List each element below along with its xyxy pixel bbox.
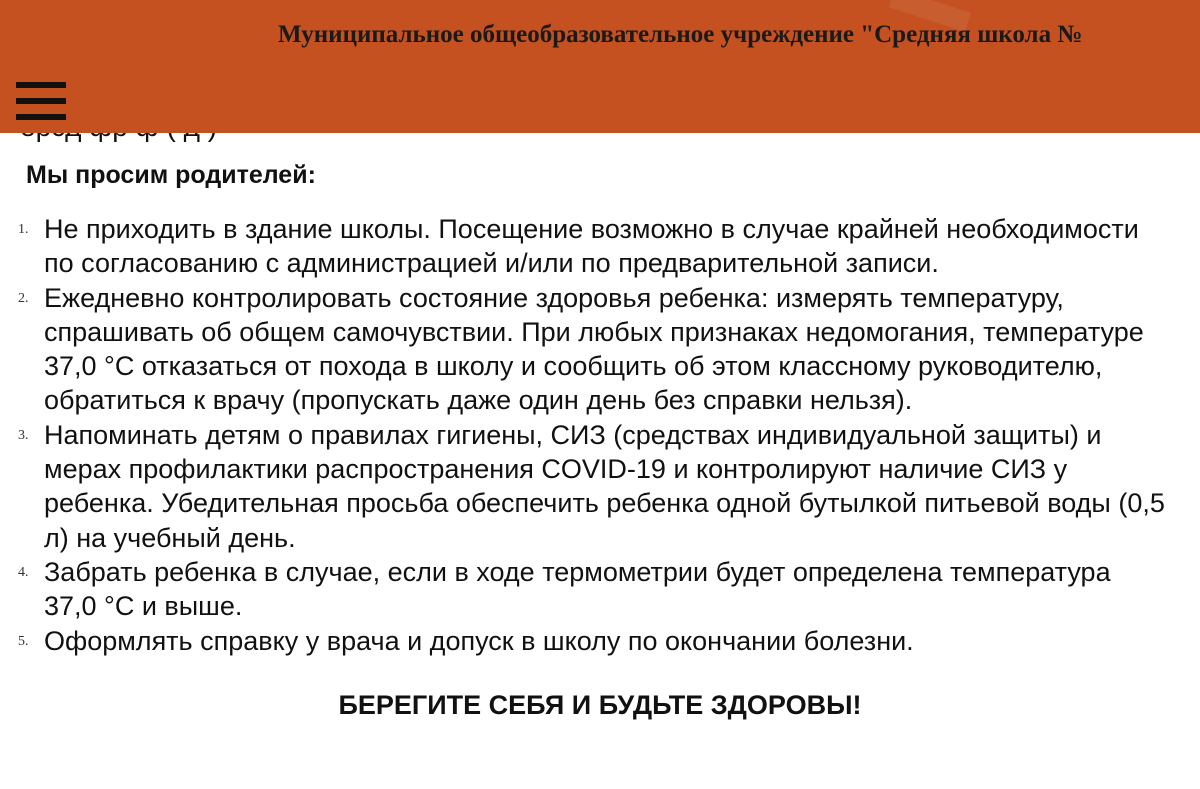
menu-bar (16, 114, 66, 120)
organization-name: Муниципальное общеобразовательное учреждение "Средняя школа № (278, 21, 1083, 48)
menu-bar (16, 98, 66, 104)
menu-bar (16, 82, 66, 88)
site-header (0, 0, 1200, 133)
list-item-text: Забрать ребенка в случае, если в ходе термометрии будет определена температура 37,0 °С и выше. (44, 556, 1111, 622)
list-item-text: Ежедневно контролировать состояние здоровья ребенка: измерять температуру, спрашивать об общем самочувствии. При любых признаках недомогания, температуре 37,0 °С отказаться от похода в школу и сообщить об этом классному руководителю, обратиться к врачу (пропускать даже один день без справки нельзя). (44, 282, 1144, 416)
main-content (0, 140, 1200, 722)
list-item (0, 418, 1200, 555)
list-item (0, 555, 1200, 624)
closing-message: БЕРЕГИТЕ СЕБЯ И БУДЬТЕ ЗДОРОВЫ! (338, 689, 862, 720)
list-item-text: Напоминать детям о правилах гигиены, СИЗ (средствах индивидуальной защиты) и мерах профилактики распространения COVID-19 и контролируют наличие СИЗ у ребенка. Убедительная просьба обеспечить ребенка одной бутылкой питьевой воды (0,5 л) на учебный день. (44, 419, 1165, 553)
section-heading: Мы просим родителей: (26, 161, 316, 189)
list-item (0, 624, 1200, 658)
list-item-number: 3. (18, 427, 29, 443)
list-item-text: Оформлять справку у врача и допуск в школу по окончании болезни. (44, 625, 914, 656)
list-item-number: 1. (18, 222, 29, 237)
list-item-number: 4. (18, 564, 29, 580)
list-item-number: 5. (18, 633, 29, 649)
list-item (0, 281, 1200, 418)
rules-list (0, 212, 1200, 658)
hamburger-menu-icon[interactable] (16, 82, 68, 124)
list-item (0, 212, 1200, 281)
list-item-number: 2. (18, 290, 29, 306)
list-item-text: Не приходить в здание школы. Посещение возможно в случае крайней необходимости по согласованию с администрацией и/или по предварительной записи. (44, 214, 1139, 279)
